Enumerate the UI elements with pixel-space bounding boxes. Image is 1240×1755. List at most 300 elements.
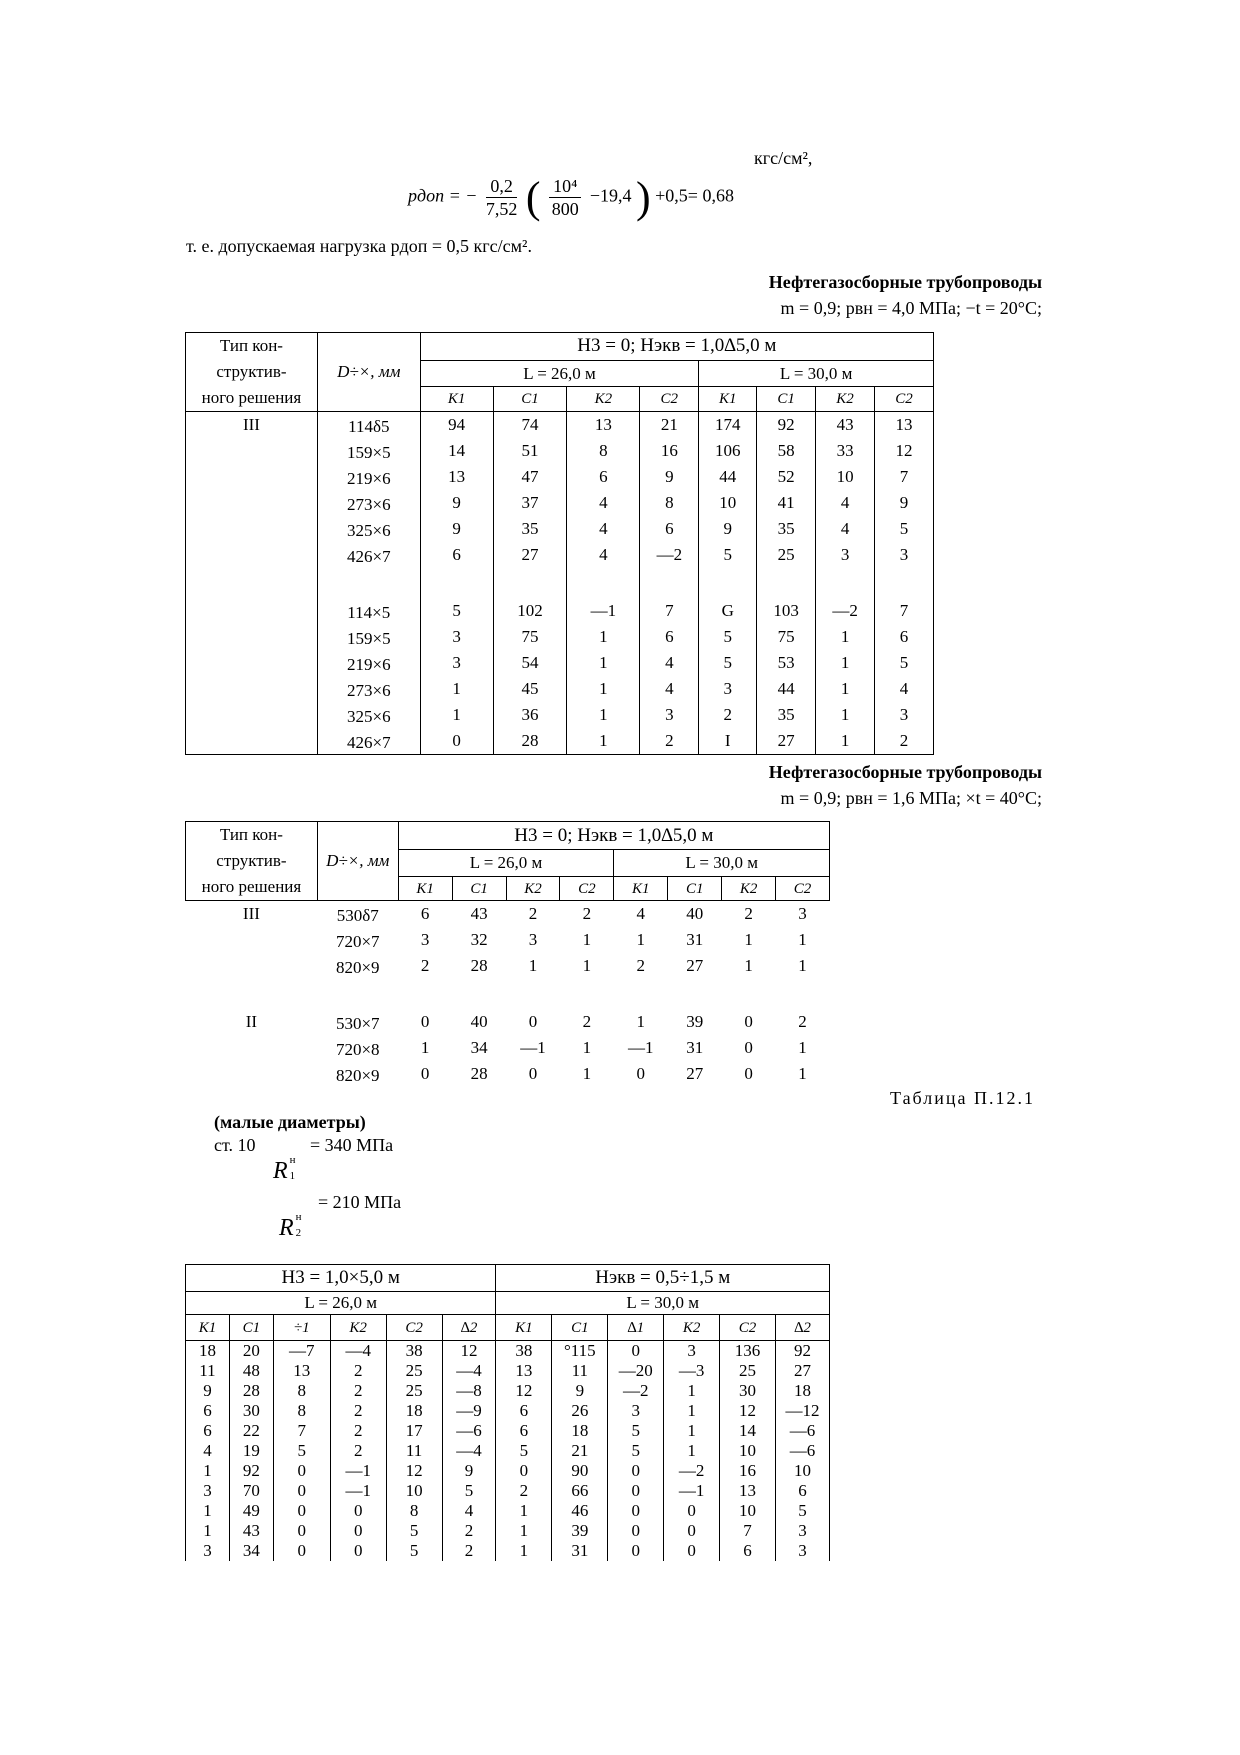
value-cell: 1 — [636, 1012, 646, 1031]
type-cell — [186, 927, 318, 953]
table-row — [186, 1381, 830, 1401]
value-cell — [668, 979, 722, 1009]
value-cell: 27 — [686, 956, 704, 975]
value-cell: 4 — [186, 1441, 230, 1461]
value-cell: 5 — [386, 1541, 442, 1561]
value-cell: 3 — [608, 1401, 664, 1421]
table-row — [186, 901, 830, 928]
value-cell: 0 — [273, 1541, 330, 1561]
value-cell: 9 — [875, 490, 934, 516]
type-cell — [186, 702, 318, 728]
section2-title: Нефтегазосборные трубопроводы — [768, 762, 1042, 782]
value-cell: 9 — [442, 1461, 496, 1481]
value-cell: 0 — [636, 1064, 646, 1083]
value-cell: 0 — [420, 1012, 430, 1031]
value-cell: 4 — [640, 650, 699, 676]
diameter-cell — [317, 568, 420, 598]
value-cell: 10 — [720, 1441, 776, 1461]
value-cell: —1 — [567, 598, 640, 624]
value-cell: —9 — [442, 1401, 496, 1421]
value-cell: 1 — [816, 650, 875, 676]
value-cell: 3 — [664, 1341, 720, 1362]
value-cell: 36 — [493, 702, 567, 728]
table-row — [186, 979, 830, 1009]
value-cell: 5 — [608, 1421, 664, 1441]
value-cell: 1 — [567, 728, 640, 755]
value-cell: 6 — [186, 1421, 230, 1441]
value-cell: 6 — [640, 624, 699, 650]
value-cell: 1 — [816, 624, 875, 650]
column-header: C1 — [493, 387, 567, 412]
value-cell — [816, 568, 875, 598]
fraction-2 — [549, 175, 581, 220]
value-cell: 2 — [640, 728, 699, 755]
type-header: Тип кон- структив- ного решения — [186, 822, 318, 901]
column-header: C1 — [668, 877, 722, 901]
value-cell: 13 — [567, 412, 640, 439]
value-cell: 0 — [330, 1541, 386, 1561]
value-cell: 2 — [330, 1421, 386, 1441]
value-cell: 27 — [686, 1064, 704, 1083]
table-row — [186, 464, 934, 490]
value-cell: 28 — [493, 728, 567, 755]
value-cell: 75 — [757, 624, 816, 650]
value-cell: 31 — [686, 1038, 704, 1057]
value-cell: 2 — [442, 1541, 496, 1561]
value-cell: 0 — [744, 1012, 753, 1031]
value-cell: 1 — [420, 1038, 430, 1057]
value-cell — [776, 979, 830, 1009]
table-row — [186, 1461, 830, 1481]
value-cell: 5 — [442, 1481, 496, 1501]
value-cell: G — [699, 598, 757, 624]
value-cell: 4 — [567, 516, 640, 542]
value-cell: 46 — [552, 1501, 608, 1521]
table-row — [186, 1501, 830, 1521]
table-row — [186, 438, 934, 464]
value-cell: 38 — [386, 1341, 442, 1362]
r1-value: = 340 МПа — [310, 1135, 394, 1155]
value-cell: 35 — [757, 702, 816, 728]
diameter-cell: 426×7 — [317, 728, 420, 755]
value-cell: 7 — [875, 464, 934, 490]
value-cell: 9 — [552, 1381, 608, 1401]
value-cell: 30 — [229, 1401, 273, 1421]
value-cell: 1 — [816, 728, 875, 755]
h1-header: H3 = 1,0×5,0 м — [186, 1265, 496, 1292]
l2-header: L = 30,0 м — [496, 1292, 830, 1315]
column-header: C1 — [757, 387, 816, 412]
value-cell: 10 — [816, 464, 875, 490]
type-cell — [186, 464, 318, 490]
value-cell — [398, 979, 452, 1009]
column-header: C2 — [776, 877, 830, 901]
value-cell: 25 — [386, 1381, 442, 1401]
value-cell: 92 — [776, 1341, 830, 1362]
value-cell: 53 — [757, 650, 816, 676]
value-cell: 13 — [420, 464, 493, 490]
type-cell — [186, 979, 318, 1009]
value-cell: 47 — [493, 464, 567, 490]
h-row-header: H3 = 0; Hэкв = 1,0∆5,0 м — [398, 822, 829, 850]
type-cell — [186, 438, 318, 464]
diameter-cell: 720×8 — [335, 1040, 380, 1059]
section1-title: Нефтегазосборные трубопроводы — [768, 272, 1042, 292]
value-cell: 70 — [229, 1481, 273, 1501]
right-paren: ) — [636, 173, 651, 222]
value-cell: 2 — [528, 904, 538, 923]
value-cell: 10 — [776, 1461, 830, 1481]
type-cell — [186, 953, 318, 979]
value-cell: 13 — [496, 1361, 552, 1381]
value-cell: 1 — [798, 930, 807, 949]
diameter-cell: 530×7 — [335, 1014, 380, 1033]
table-label: Таблица П.12.1 — [890, 1088, 1035, 1108]
value-cell: 92 — [229, 1461, 273, 1481]
value-cell: —3 — [664, 1361, 720, 1381]
column-header: K2 — [664, 1315, 720, 1341]
diameter-cell: 159×5 — [317, 624, 420, 650]
column-header: K2 — [722, 877, 776, 901]
value-cell: 1 — [798, 1064, 807, 1083]
value-cell: 3 — [186, 1481, 230, 1501]
value-cell: 52 — [757, 464, 816, 490]
value-cell: 18 — [552, 1421, 608, 1441]
value-cell: 1 — [816, 702, 875, 728]
value-cell: 0 — [528, 1064, 538, 1083]
value-cell — [640, 568, 699, 598]
type-cell — [186, 624, 318, 650]
fraction-1-denominator: 7,52 — [485, 199, 518, 219]
steel-grade: ст. 10 — [214, 1135, 256, 1155]
value-cell: 11 — [386, 1441, 442, 1461]
value-cell: 3 — [816, 542, 875, 568]
value-cell: 1 — [582, 1064, 592, 1083]
value-cell: °115 — [552, 1341, 608, 1362]
column-header: C1 — [552, 1315, 608, 1341]
value-cell: 0 — [273, 1501, 330, 1521]
diameter-header: D÷×, мм — [317, 333, 420, 412]
value-cell: 0 — [608, 1501, 664, 1521]
value-cell: 21 — [552, 1441, 608, 1461]
table-row — [186, 598, 934, 624]
column-header: C1 — [452, 877, 506, 901]
value-cell: —1 — [330, 1481, 386, 1501]
type-cell — [186, 568, 318, 598]
value-cell: 14 — [420, 438, 493, 464]
value-cell: —2 — [608, 1381, 664, 1401]
value-cell: 8 — [567, 438, 640, 464]
type-cell — [186, 676, 318, 702]
value-cell: 90 — [552, 1461, 608, 1481]
table-row — [186, 1421, 830, 1441]
r2-symbol: R н 2 — [279, 1211, 302, 1241]
value-cell: 5 — [699, 650, 757, 676]
value-cell: 7 — [273, 1421, 330, 1441]
value-cell: 34 — [229, 1541, 273, 1561]
value-cell: 35 — [757, 516, 816, 542]
table-row — [186, 568, 934, 598]
value-cell: 1 — [582, 956, 592, 975]
value-cell: 32 — [470, 930, 488, 949]
diameter-cell: 219×6 — [317, 650, 420, 676]
value-cell: 6 — [720, 1541, 776, 1561]
value-cell: I — [699, 728, 757, 755]
diameter-cell: 325×6 — [317, 516, 420, 542]
value-cell: 0 — [744, 1038, 753, 1057]
value-cell: 18 — [776, 1381, 830, 1401]
value-cell: 25 — [720, 1361, 776, 1381]
table-row — [186, 702, 934, 728]
value-cell: 31 — [686, 930, 704, 949]
table-row — [186, 1361, 830, 1381]
value-cell: 92 — [757, 412, 816, 439]
diameter-cell: 720×7 — [335, 932, 380, 951]
value-cell: 1 — [798, 956, 807, 975]
value-cell: 13 — [720, 1481, 776, 1501]
value-cell — [614, 979, 668, 1009]
column-header: ∆2 — [776, 1315, 830, 1341]
value-cell — [567, 568, 640, 598]
value-cell — [493, 568, 567, 598]
value-cell: 2 — [798, 1012, 807, 1031]
value-cell: 13 — [273, 1361, 330, 1381]
value-cell: 13 — [875, 412, 934, 439]
diameter-cell: 114×5 — [317, 598, 420, 624]
value-cell: 6 — [496, 1421, 552, 1441]
diameter-cell: 159×5 — [317, 438, 420, 464]
value-cell: 94 — [420, 412, 493, 439]
section3-table — [185, 1264, 830, 1561]
value-cell: 0 — [664, 1521, 720, 1541]
type-cell — [186, 650, 318, 676]
value-cell: 12 — [496, 1381, 552, 1401]
value-cell: 0 — [273, 1481, 330, 1501]
type-cell — [186, 598, 318, 624]
value-cell: 27 — [757, 728, 816, 755]
value-cell: 4 — [816, 490, 875, 516]
value-cell: 0 — [608, 1461, 664, 1481]
value-cell: 1 — [582, 1038, 592, 1057]
value-cell: —4 — [330, 1341, 386, 1362]
value-cell: 6 — [875, 624, 934, 650]
value-cell: 1 — [664, 1421, 720, 1441]
value-cell: 1 — [567, 650, 640, 676]
value-cell: 0 — [496, 1461, 552, 1481]
value-cell: 1 — [744, 930, 753, 949]
value-cell: 48 — [229, 1361, 273, 1381]
value-cell: 75 — [493, 624, 567, 650]
value-cell: 3 — [640, 702, 699, 728]
table-row — [186, 650, 934, 676]
column-header: K1 — [614, 877, 668, 901]
value-cell: 16 — [720, 1461, 776, 1481]
value-cell: 6 — [420, 904, 430, 923]
l1-header: L = 26,0 м — [420, 360, 699, 387]
section2-table — [185, 821, 830, 1087]
value-cell: 1 — [664, 1441, 720, 1461]
value-cell: 5 — [496, 1441, 552, 1461]
value-cell: 14 — [720, 1421, 776, 1441]
value-cell: 1 — [496, 1521, 552, 1541]
value-cell: 0 — [273, 1521, 330, 1541]
value-cell: 44 — [699, 464, 757, 490]
value-cell: 35 — [493, 516, 567, 542]
type-cell — [186, 542, 318, 568]
column-header: K2 — [506, 877, 560, 901]
table-row — [186, 1481, 830, 1501]
table-row — [186, 927, 830, 953]
value-cell: 74 — [493, 412, 567, 439]
value-cell: 9 — [699, 516, 757, 542]
diameter-header: D÷×, мм — [317, 822, 398, 901]
value-cell: 40 — [686, 904, 704, 923]
value-cell: 5 — [608, 1441, 664, 1461]
value-cell: 38 — [496, 1341, 552, 1362]
value-cell: 2 — [699, 702, 757, 728]
value-cell: —6 — [442, 1421, 496, 1441]
value-cell: —1 — [330, 1461, 386, 1481]
value-cell: 22 — [229, 1421, 273, 1441]
value-cell: 1 — [186, 1521, 230, 1541]
value-cell: 2 — [330, 1401, 386, 1421]
value-cell: 0 — [528, 1012, 538, 1031]
value-cell: 2 — [330, 1361, 386, 1381]
value-cell: 1 — [420, 676, 493, 702]
value-cell: 43 — [816, 412, 875, 439]
section1-params: m = 0,9; pвн = 4,0 МПа; −t = 20°C; — [780, 298, 1042, 318]
value-cell: 43 — [229, 1521, 273, 1541]
column-header: K1 — [496, 1315, 552, 1341]
left-paren: ( — [525, 173, 541, 222]
value-cell: 39 — [686, 1012, 704, 1031]
table-row — [186, 676, 934, 702]
value-cell: 5 — [699, 542, 757, 568]
h2-header: Hэкв = 0,5÷1,5 м — [496, 1265, 830, 1292]
value-cell: 1 — [582, 930, 592, 949]
value-cell: 5 — [875, 650, 934, 676]
formula — [408, 172, 734, 223]
value-cell: 2 — [330, 1381, 386, 1401]
value-cell: 2 — [420, 956, 430, 975]
value-cell: 18 — [186, 1341, 230, 1362]
value-cell: 9 — [420, 490, 493, 516]
column-header: K1 — [186, 1315, 230, 1341]
conclusion-text: т. е. допускаемая нагрузка pдоп = 0,5 кгс/см². — [186, 236, 532, 256]
value-cell: 6 — [776, 1481, 830, 1501]
value-cell: —1 — [628, 1038, 654, 1057]
h-row-header: H3 = 0; Hэкв = 1,0∆5,0 м — [420, 333, 933, 361]
value-cell: 0 — [420, 1064, 430, 1083]
table-row — [186, 1035, 830, 1061]
table-row — [186, 728, 934, 755]
value-cell: 34 — [470, 1038, 488, 1057]
value-cell: 0 — [273, 1461, 330, 1481]
type-cell — [186, 1061, 318, 1087]
column-header: ÷1 — [273, 1315, 330, 1341]
value-cell — [699, 568, 757, 598]
fraction-2-numerator: 10⁴ — [549, 175, 581, 198]
type-cell: II — [245, 1012, 258, 1031]
column-header: K1 — [398, 877, 452, 901]
value-cell — [757, 568, 816, 598]
value-cell: 28 — [470, 956, 488, 975]
value-cell: 4 — [640, 676, 699, 702]
fraction-2-denominator: 800 — [551, 199, 579, 219]
value-cell: 66 — [552, 1481, 608, 1501]
value-cell: 3 — [776, 1541, 830, 1561]
value-cell: 7 — [640, 598, 699, 624]
value-cell: 6 — [640, 516, 699, 542]
value-cell: 51 — [493, 438, 567, 464]
value-cell: 6 — [496, 1401, 552, 1421]
value-cell — [420, 568, 493, 598]
value-cell: 106 — [699, 438, 757, 464]
minus-term: −19,4 — [589, 185, 632, 206]
column-headers — [186, 1315, 830, 1341]
value-cell — [452, 979, 506, 1009]
value-cell: 10 — [386, 1481, 442, 1501]
value-cell: 136 — [720, 1341, 776, 1362]
value-cell — [506, 979, 560, 1009]
value-cell: 6 — [567, 464, 640, 490]
column-header: C2 — [560, 877, 614, 901]
value-cell: 3 — [420, 624, 493, 650]
value-cell: —4 — [442, 1361, 496, 1381]
fraction-1-numerator: 0,2 — [486, 175, 518, 198]
value-cell: 58 — [757, 438, 816, 464]
formula-lhs: pдоп = − — [408, 185, 478, 206]
diameter-cell: 820×9 — [335, 958, 380, 977]
value-cell: 3 — [186, 1541, 230, 1561]
value-cell: 26 — [552, 1401, 608, 1421]
value-cell: 2 — [330, 1441, 386, 1461]
value-cell: 2 — [744, 904, 753, 923]
value-cell: 3 — [776, 1521, 830, 1541]
value-cell: 49 — [229, 1501, 273, 1521]
diameter-cell: 114δ5 — [317, 412, 420, 439]
diameter-cell: 325×6 — [317, 702, 420, 728]
value-cell: 3 — [875, 542, 934, 568]
table-row — [186, 1521, 830, 1541]
value-cell: 1 — [816, 676, 875, 702]
type-header: Тип кон- структив- ного решения — [186, 333, 318, 412]
value-cell: 8 — [273, 1381, 330, 1401]
column-header: K1 — [699, 387, 757, 412]
column-header: C2 — [386, 1315, 442, 1341]
value-cell: —6 — [776, 1421, 830, 1441]
l1-header: L = 26,0 м — [398, 850, 614, 877]
value-cell: 3 — [699, 676, 757, 702]
column-header: C2 — [640, 387, 699, 412]
value-cell: 5 — [699, 624, 757, 650]
value-cell: 4 — [442, 1501, 496, 1521]
value-cell: 0 — [420, 728, 493, 755]
value-cell: 12 — [720, 1401, 776, 1421]
table-row — [186, 953, 830, 979]
value-cell: 5 — [875, 516, 934, 542]
column-header: K2 — [816, 387, 875, 412]
value-cell: 1 — [636, 930, 646, 949]
type-cell: III — [242, 904, 260, 923]
column-header: K1 — [420, 387, 493, 412]
value-cell: 18 — [386, 1401, 442, 1421]
value-cell: 4 — [816, 516, 875, 542]
diameter-cell: 426×7 — [317, 542, 420, 568]
section2-params: m = 0,9; pвн = 1,6 МПа; ×t = 40°C; — [780, 788, 1042, 808]
value-cell: 30 — [720, 1381, 776, 1401]
value-cell: 4 — [567, 542, 640, 568]
